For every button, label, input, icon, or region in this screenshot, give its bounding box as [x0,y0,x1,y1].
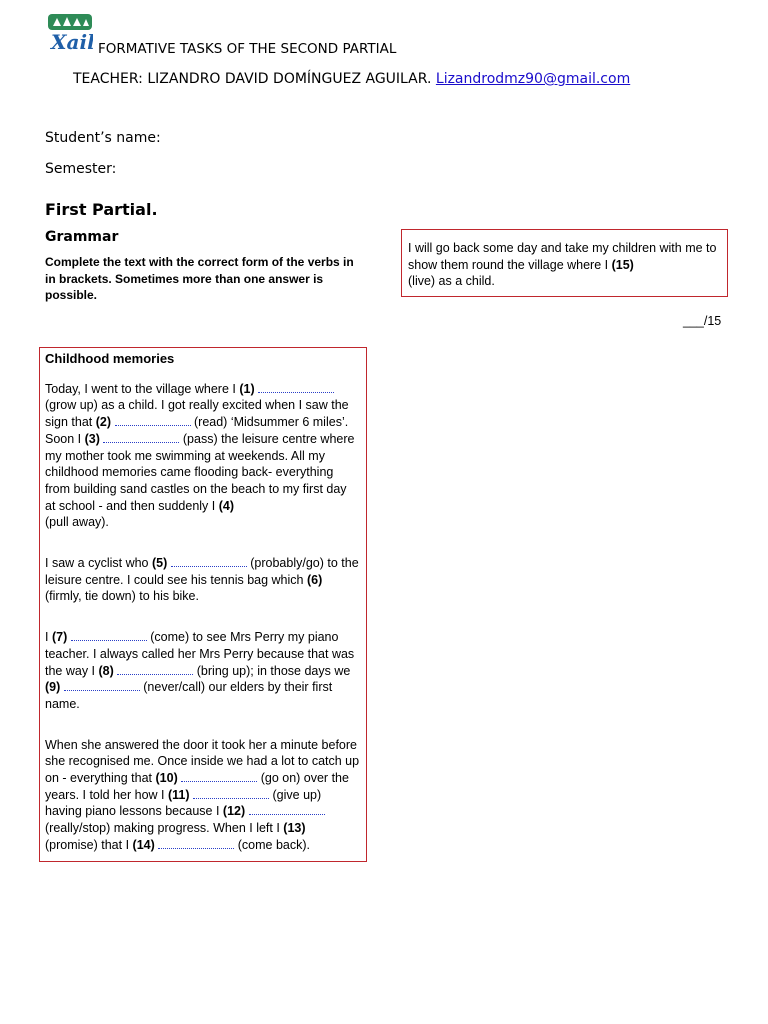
answer-blank-9[interactable] [64,679,140,691]
blank-number: (12) [222,804,246,819]
text: (pass) the leisure centre where my mother took me swimming at weekends. All my childhood memories came flooding back- everything from building sand castles on the beach to my first day at school - and then suddenly I [45,431,355,513]
semester-label: Semester: [45,161,117,177]
paragraph-3 [45,629,360,713]
childhood-memories-box [39,347,367,862]
answer-blank-12[interactable] [249,803,325,815]
text: (read) ‘Midsummer 6 miles’. Soon I [45,415,349,446]
paragraph-1 [45,381,360,531]
box-title: Childhood memories [45,351,175,366]
paragraph-4 [45,737,360,854]
school-logo [47,13,93,53]
text: (go on) over the years. I told her how I [45,771,349,802]
text: (come) to see Mrs Perry my piano teacher. I always called her Mrs Perry because that was the way I [45,630,355,678]
text: I saw a cyclist who [45,556,149,571]
paragraph-2 [45,555,360,605]
question-15-box [401,229,728,297]
teacher-label: TEACHER: LIZANDRO DAVID DOMÍNGUEZ AGUILAR. [73,71,432,87]
text: (probably/go) to the leisure centre. I could see his tennis bag which [45,556,359,587]
answer-blank-14[interactable] [158,837,234,849]
q15-text-post: (live) as a child. [408,274,495,288]
q15-text-pre: I will go back some day and take my children with me to show them round the village where I [408,241,717,272]
text: I [45,630,49,645]
blank-number: (6) [306,572,323,587]
text: (grow up) as a child. I got really excited when I saw the sign that [45,398,349,430]
score-label: ___/15 [683,314,722,328]
text: (pull away). [45,515,109,530]
answer-blank-1[interactable] [258,381,334,393]
q15-number: (15) [611,257,634,272]
answer-blank-11[interactable] [193,787,269,799]
text: Today, I went to the village where I [45,381,236,396]
answer-blank-3[interactable] [103,431,179,443]
svg-text:Xail: Xail [51,30,93,53]
instructions: Complete the text with the correct form of the verbs in in brackets. Sometimes more than one answer is possible. [45,255,354,302]
teacher-line [73,71,630,87]
text: When she answered the door it took her a minute before she recognised me. Once inside we had a lot to catch up on - everything that [45,737,360,786]
blank-number: (9) [45,680,61,695]
text: (promise) that I [45,837,130,852]
text: (bring up); in those days we [196,663,351,678]
text: (really/stop) making progress. When I left I [45,821,280,836]
blank-number: (14) [132,837,155,852]
blank-number: (7) [51,630,68,645]
blank-number: (2) [95,415,112,430]
answer-blank-2[interactable] [115,414,191,426]
blank-number: (13) [283,821,306,836]
blank-number: (8) [98,663,114,678]
section-title: First Partial. [45,200,158,219]
student-name-label: Student’s name: [45,130,161,146]
text: (firmly, tie down) to his bike. [45,589,199,604]
text: (give up) having piano lessons because I [45,787,322,819]
blank-number: (3) [84,431,100,446]
text: (never/call) our elders by their first name. [45,680,333,711]
blank-number: (10) [155,771,178,786]
text: (come back). [237,837,310,852]
blank-number: (4) [218,498,235,513]
blank-number: (5) [152,556,168,571]
answer-blank-10[interactable] [181,770,257,782]
blank-number: (1) [239,381,255,396]
answer-blank-7[interactable] [71,629,147,641]
blank-number: (11) [168,787,190,802]
document-title: FORMATIVE TASKS OF THE SECOND PARTIAL [98,41,397,57]
answer-blank-8[interactable] [117,663,193,675]
grammar-heading: Grammar [45,229,119,245]
answer-blank-5[interactable] [171,555,247,567]
teacher-email-link[interactable]: Lizandrodmz90@gmail.com [435,71,631,87]
